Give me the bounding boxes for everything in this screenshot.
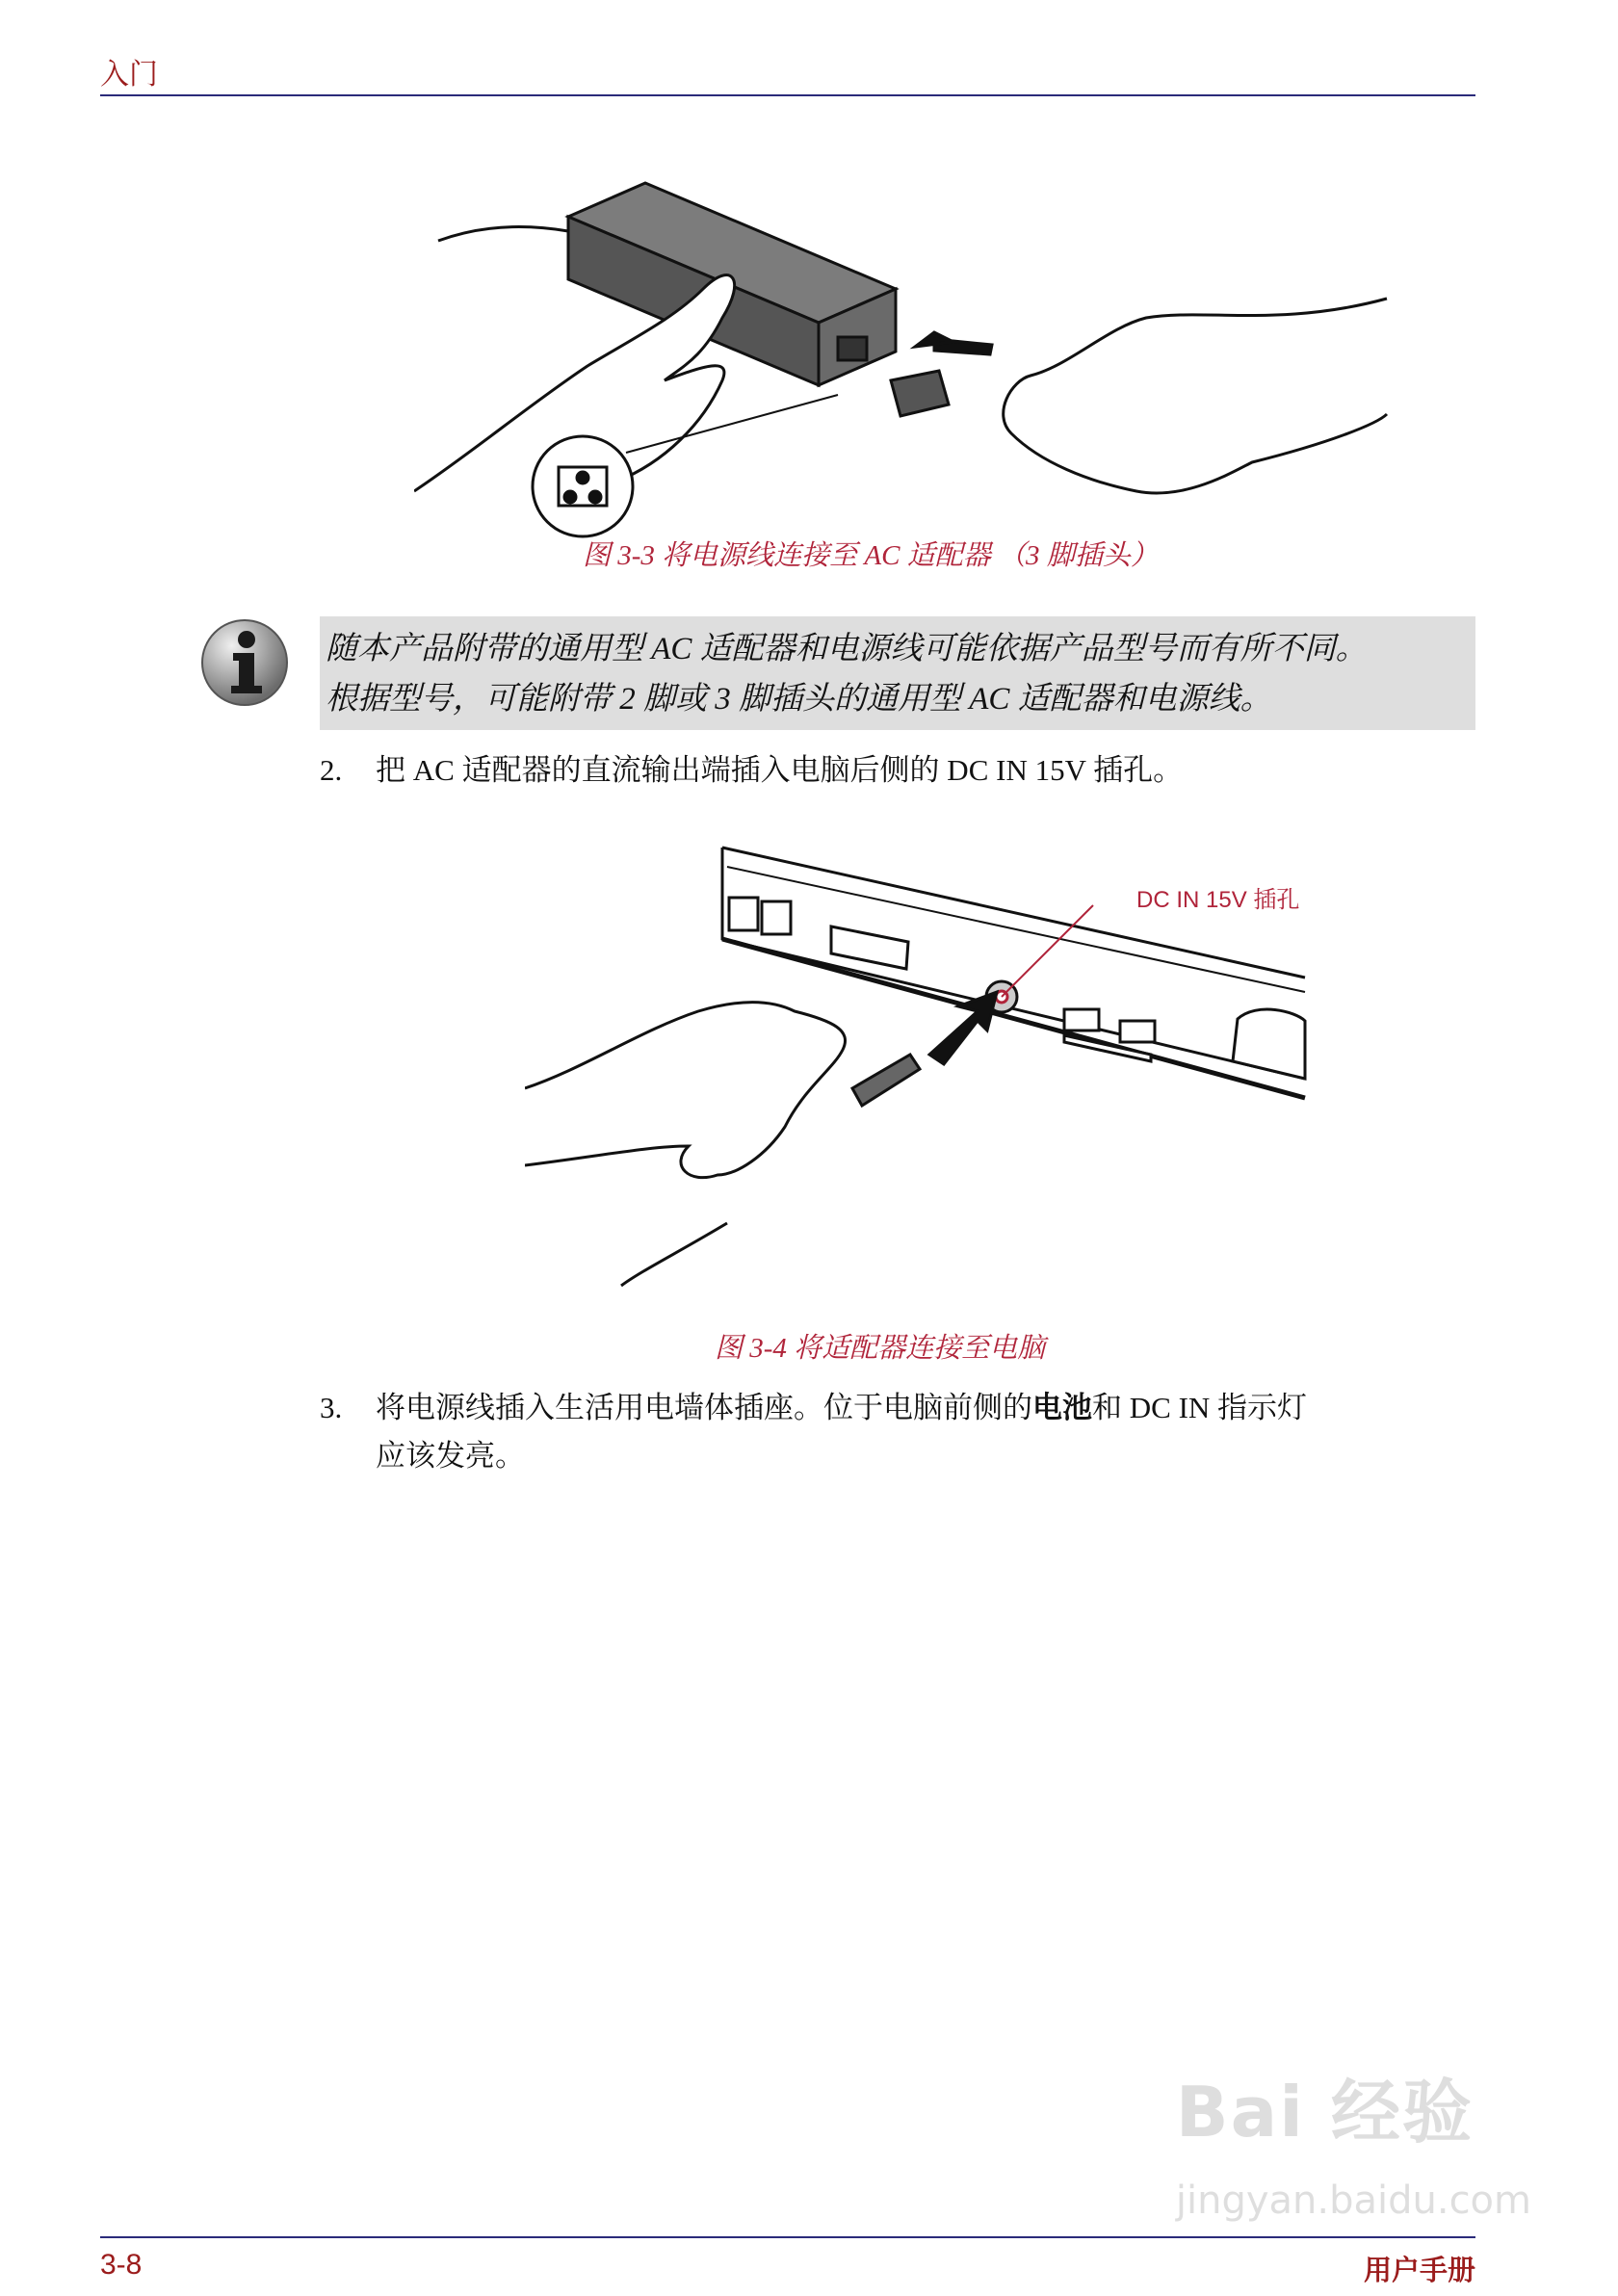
note-text xyxy=(326,624,1368,724)
step-3-text-before: 将电源线插入生活用电墙体插座。位于电脑前侧的 xyxy=(376,1391,1032,1424)
step-3-text-after: 和 DC IN 指示灯 xyxy=(1092,1391,1308,1424)
step-3-line-2: 应该发亮。 xyxy=(376,1439,525,1473)
footer-title: 用户手册 xyxy=(1363,2254,1475,2286)
hand xyxy=(525,1003,846,1178)
adapter-cable xyxy=(438,227,568,241)
dc-plug xyxy=(852,1055,920,1106)
step-3-bold-battery: 电池 xyxy=(1032,1391,1092,1425)
three-pin-plug xyxy=(891,371,949,416)
insert-arrow xyxy=(915,332,992,354)
figure-laptop-illustration xyxy=(525,838,1324,1291)
dc-in-callout-label: DC IN 15V 插孔 xyxy=(1136,887,1300,913)
step-3-number: 3. xyxy=(320,1391,343,1424)
right-hand xyxy=(1004,299,1387,493)
figure-3-4-caption: 图 3-4 将适配器连接至电脑 xyxy=(715,1333,1046,1364)
info-icon xyxy=(198,616,291,709)
baidu-watermark: Bai 经验 xyxy=(1175,2072,1474,2152)
chapter-title: 入门 xyxy=(100,58,158,91)
vga-port xyxy=(831,926,908,969)
note-line-1: 随本产品附带的通用型 AC 适配器和电源线可能依据产品型号而有所不同。 xyxy=(326,632,1368,666)
footer-rule xyxy=(100,2236,1475,2238)
header-rule xyxy=(100,94,1475,96)
page-number: 3-8 xyxy=(100,2249,143,2281)
dc-cable xyxy=(621,1223,727,1286)
step-2-number: 2. xyxy=(320,753,343,787)
figure-3-3-caption: 图 3-3 将电源线连接至 AC 适配器 （3 脚插头） xyxy=(583,540,1159,571)
usb-port-1 xyxy=(1064,1009,1099,1031)
plug-inset-circle xyxy=(533,436,633,536)
figure-adapter-illustration xyxy=(414,173,1396,539)
modem-port xyxy=(762,901,791,934)
lan-port xyxy=(729,898,758,930)
note-line-2: 根据型号，可能附带 2 脚或 3 脚插头的通用型 AC 适配器和电源线。 xyxy=(326,682,1272,717)
baidu-watermark-url: jingyan.baidu.com xyxy=(1175,2179,1531,2223)
usb-port-2 xyxy=(1120,1021,1155,1042)
step-2-text: 把 AC 适配器的直流输出端插入电脑后侧的 DC IN 15V 插孔。 xyxy=(376,753,1184,787)
